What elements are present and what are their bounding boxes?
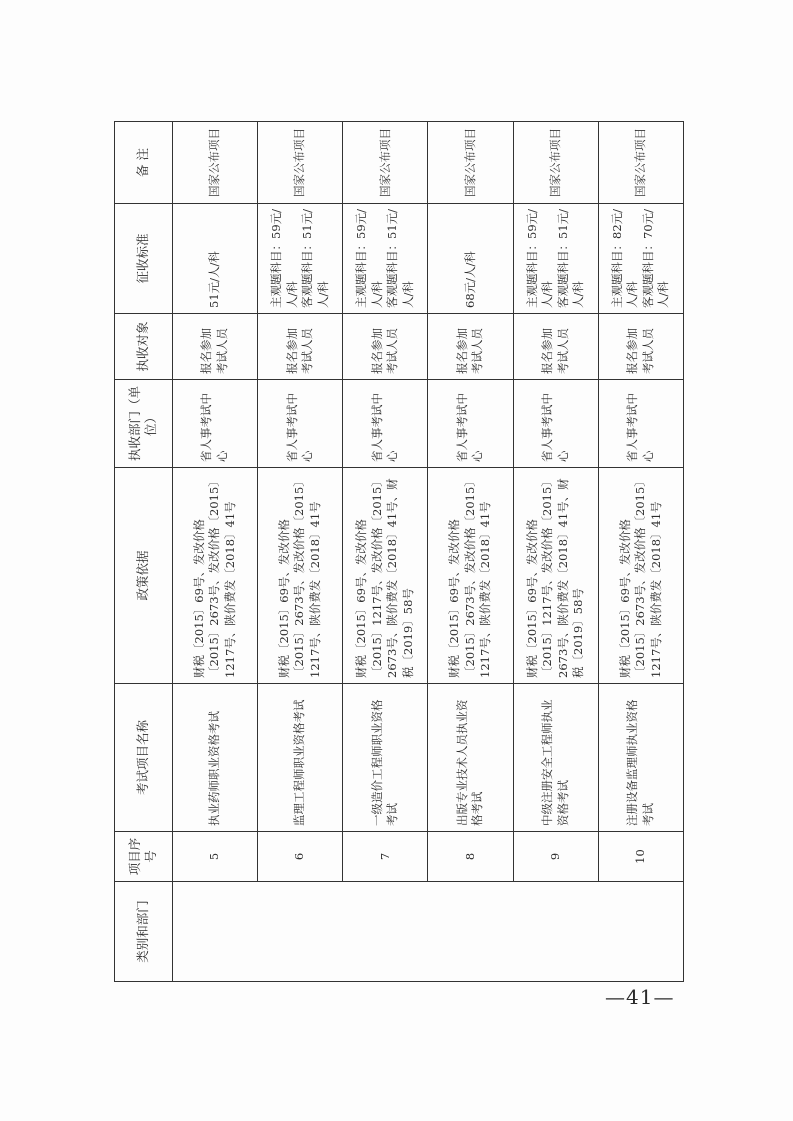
exam-name: 出版专业技术人员执业资格考试 — [428, 684, 513, 832]
item-no: 6 — [258, 832, 343, 882]
exam-name: 监理工程师职业资格考试 — [258, 684, 343, 832]
fee-standard-line: 主观题科目：82元/人/科 — [609, 208, 640, 308]
fee-standard-line: 主观题科目：59元/人/科 — [269, 208, 299, 308]
policy-basis: 财税〔2015〕69号、发改价格〔2015〕2673号、发改价格〔2015〕1217号、陕价费发〔2018〕41号 — [258, 468, 343, 684]
header-item-no: 项目序号 — [115, 832, 173, 882]
remark: 国家公布项目 — [258, 122, 343, 204]
header-remark: 备 注 — [115, 122, 173, 204]
fee-standard-line: 客观题科目：70元/人/科 — [640, 208, 671, 308]
category-cell — [172, 882, 683, 982]
policy-basis: 财税〔2015〕69号、发改价格〔2015〕2673号、发改价格〔2015〕1217号、陕价费发〔2018〕41号 — [598, 468, 683, 684]
header-standard: 征收标准 — [115, 204, 173, 314]
fee-standard-line: 客观题科目：51元/人/科 — [385, 208, 415, 308]
fee-standard — [172, 204, 257, 314]
exam-name: 中级注册安全工程师执业资格考试 — [513, 684, 598, 832]
fee-standard — [598, 204, 683, 314]
collecting-dept: 省人事考试中心 — [258, 380, 343, 468]
header-exam-name: 考试项目名称 — [115, 684, 173, 832]
remark: 国家公布项目 — [428, 122, 513, 204]
collection-target: 报名参加考试人员 — [598, 314, 683, 380]
fee-standard-line: 主观题科目：59元/人/科 — [524, 208, 555, 308]
fee-standard — [513, 204, 598, 314]
table-row — [258, 122, 343, 982]
table-row — [172, 122, 257, 982]
page-number: —41— — [605, 985, 675, 1009]
item-no: 5 — [172, 832, 257, 882]
fee-standard-line: 51元/人/科 — [207, 251, 222, 308]
fee-standard-line: 客观题科目：51元/人/科 — [300, 208, 330, 308]
policy-basis: 财税〔2015〕69号、发改价格〔2015〕2673号、发改价格〔2015〕1217号、陕价费发〔2018〕41号 — [172, 468, 257, 684]
policy-basis: 财税〔2015〕69号、发改价格〔2015〕1217号、发改价格〔2015〕2673号、陕价费发〔2018〕41号、财税〔2019〕58号 — [513, 468, 598, 684]
table-row — [343, 122, 428, 982]
collecting-dept: 省人事考试中心 — [513, 380, 598, 468]
collecting-dept: 省人事考试中心 — [598, 380, 683, 468]
item-no: 8 — [428, 832, 513, 882]
header-target: 执收对象 — [115, 314, 173, 380]
fee-standard — [343, 204, 428, 314]
fee-standard — [428, 204, 513, 314]
table-header-row — [115, 122, 173, 982]
fee-standard-line: 主观题科目：59元/人/科 — [354, 208, 384, 308]
fee-table — [114, 121, 684, 982]
item-no: 10 — [598, 832, 683, 882]
header-category: 类别和部门 — [115, 882, 173, 982]
table-row — [428, 122, 513, 982]
item-no: 7 — [343, 832, 428, 882]
table-row — [598, 122, 683, 982]
item-no: 9 — [513, 832, 598, 882]
fee-standard-line: 客观题科目：51元/人/科 — [555, 208, 586, 308]
policy-basis: 财税〔2015〕69号、发改价格〔2015〕2673号、发改价格〔2015〕1217号、陕价费发〔2018〕41号 — [428, 468, 513, 684]
header-dept: 执收部门（单位） — [115, 380, 173, 468]
exam-name: 注册设备监理师执业资格考试 — [598, 684, 683, 832]
collecting-dept: 省人事考试中心 — [428, 380, 513, 468]
collection-target: 报名参加考试人员 — [513, 314, 598, 380]
remark: 国家公布项目 — [343, 122, 428, 204]
table-row — [513, 122, 598, 982]
policy-basis: 财税〔2015〕69号、发改价格〔2015〕1217号、发改价格〔2015〕2673号、陕价费发〔2018〕41号、财税〔2019〕58号 — [343, 468, 428, 684]
collection-target: 报名参加考试人员 — [343, 314, 428, 380]
exam-name: 一级造价工程师职业资格考试 — [343, 684, 428, 832]
exam-name: 执业药师职业资格考试 — [172, 684, 257, 832]
fee-standard — [258, 204, 343, 314]
remark: 国家公布项目 — [172, 122, 257, 204]
collection-target: 报名参加考试人员 — [428, 314, 513, 380]
remark: 国家公布项目 — [513, 122, 598, 204]
remark: 国家公布项目 — [598, 122, 683, 204]
fee-standard-line: 68元/人/科 — [462, 251, 477, 308]
collecting-dept: 省人事考试中心 — [343, 380, 428, 468]
rotated-table-wrapper — [114, 122, 684, 982]
collection-target: 报名参加考试人员 — [172, 314, 257, 380]
collecting-dept: 省人事考试中心 — [172, 380, 257, 468]
collection-target: 报名参加考试人员 — [258, 314, 343, 380]
header-policy: 政策依据 — [115, 468, 173, 684]
